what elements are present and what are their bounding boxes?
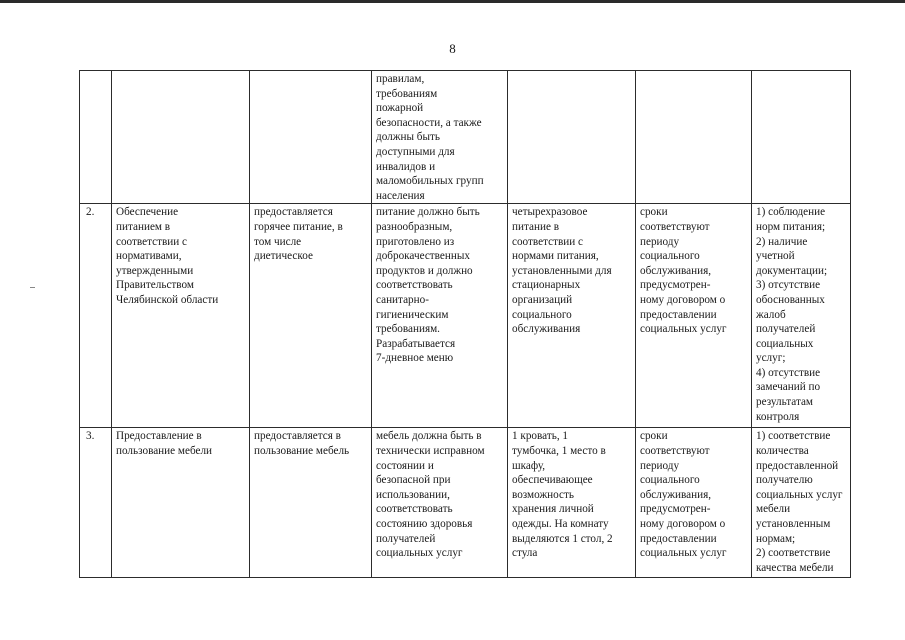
service-name-cell bbox=[112, 71, 250, 204]
row-number-cell: 2. bbox=[80, 204, 112, 428]
service-indicators-cell bbox=[752, 71, 851, 204]
service-terms-cell: сроки соответствуют периоду социального обслуживания, предусмотрен- ному договором о предоставлении социальных услуг bbox=[636, 428, 752, 578]
row-number-cell: 3. bbox=[80, 428, 112, 578]
service-indicators-cell: 1) соблюдение норм питания; 2) наличие учетной документации; 3) отсутствие обоснованных жалоб получателей социальных услуг; 4) отсутствие замечаний по результатам контроля bbox=[752, 204, 851, 428]
service-description-cell: предоставляется в пользование мебель bbox=[250, 428, 372, 578]
table-row-continuation bbox=[80, 71, 851, 204]
services-table bbox=[79, 70, 851, 578]
page-number: 8 bbox=[449, 41, 456, 56]
service-terms-cell: сроки соответствуют периоду социального обслуживания, предусмотрен- ному договором о предоставлении социальных услуг bbox=[636, 204, 752, 428]
service-description-cell bbox=[250, 71, 372, 204]
top-edge-rule bbox=[0, 0, 905, 3]
table-row-service-3 bbox=[80, 428, 851, 578]
service-volume-cell: четырехразовое питание в соответствии с нормами питания, установленными для стационарных организаций социального обслуживания bbox=[508, 204, 636, 428]
service-indicators-cell: 1) соответствие количества предоставленной получателю социальных услуг мебели установленным нормам; 2) соответствие качества мебели bbox=[752, 428, 851, 578]
service-name-cell: Обеспечение питанием в соответствии с нормативами, утвержденными Правительством Челябинской области bbox=[112, 204, 250, 428]
service-terms-cell bbox=[636, 71, 752, 204]
service-name-cell: Предоставление в пользование мебели bbox=[112, 428, 250, 578]
service-description-cell: предоставляется горячее питание, в том числе диетическое bbox=[250, 204, 372, 428]
service-volume-cell: 1 кровать, 1 тумбочка, 1 место в шкафу, обеспечивающее возможность хранения личной одежды. На комнату выделяются 1 стол, 2 стула bbox=[508, 428, 636, 578]
table-row-service-2 bbox=[80, 204, 851, 428]
service-conditions-cell: питание должно быть разнообразным, приготовлено из доброкачественных продуктов и должно соответствовать санитарно- гигиеническим требованиям. Разрабатывается 7-дневное меню bbox=[372, 204, 508, 428]
service-conditions-cell: правилам, требованиям пожарной безопасности, а также должны быть доступными для инвалидов и маломобильных групп населения bbox=[372, 71, 508, 204]
service-volume-cell bbox=[508, 71, 636, 204]
margin-mark bbox=[30, 287, 35, 288]
row-number-cell bbox=[80, 71, 112, 204]
service-conditions-cell: мебель должна быть в технически исправном состоянии и безопасной при использовании, соответствовать состоянию здоровья получателей социальных услуг bbox=[372, 428, 508, 578]
